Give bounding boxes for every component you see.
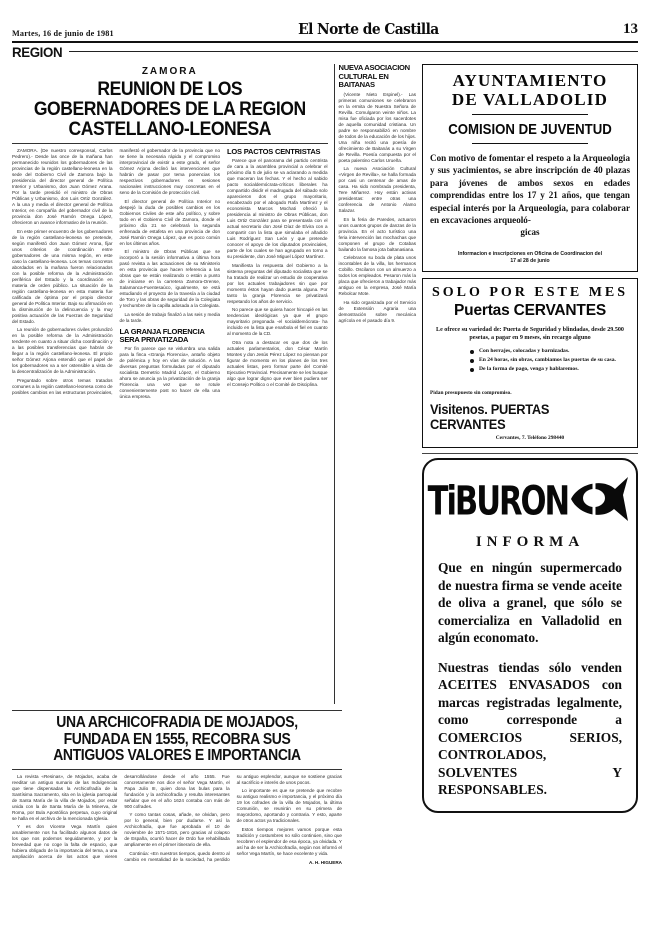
lead-article [12,64,328,704]
article-kicker: ZAMORA [141,66,198,77]
section-header [12,44,638,60]
bottom-article [12,710,342,865]
ayuntamiento-footer-line1: Informacion e inscripciones en Oficina de Coordinacion del [457,250,603,257]
page-number: 13 [622,21,638,37]
paragraph: La revista «Resinas», de Mojados, acaba de reeditar un antiguo sumario de las Indulgencias que tiene dispensadas la Archicofradía de la Santísima Sacramento, sita en la iglesia parroquial de Santa María de la villa de Mojados, por estar unida con la de Santa María de la Minerva, de Roma, por Bula Apostólica perpetua, cuyo original se halla en el archivo de la mencionada Iglesia. [12,773,118,821]
paragraph: Y como tantas cosas, añade, se olvidan, pero por lo general, bien por dudarse. Y así la Archicofradía, que fue aprobada el 10 de noviembre de 1571-1816, pero gracias al colapso de España, ocurrió hacer de Ordo fue rehabilitada ampliamente en el primer itinerario de ella. [124,812,230,847]
list-item: Con herrajes, colocadas y barnizadas. [470,347,630,356]
cervantes-title-line2: Puertas CERVANTES [454,301,606,319]
ayuntamiento-body-text: Con motivo de fomentar el respeto a la Arqueologia y sus yacimientos, se abre inscripción de 40 plazas para jóvenes de ambos sexos en edades comprendidas entre los 17 y 21 años, que tengan especial interés por la Arqueologia, para colaborar en excavaciones arqueoló- [430,153,630,226]
bottom-columns [12,774,342,865]
bottom-headline-rule [12,769,342,770]
cervantes-note: Pidan presupuesto sin compromiso. [430,390,512,397]
baltanas-heading: NUEVA ASOCIACION CULTURAL EN BAITANAS [338,63,410,90]
paragraph: ZAMORA. (De nuestro corresponsal, Carlos Pedrero).- Desde las once de la mañana han permanecido reunidos los gobernadores de las provincias de la región castellano-leonesa en la sede del Gobierno Civil de Zamora bajo la presidencia del director general de Política Interior y Urbanismo, don Juan Gómez Arana. Por la tarde presidió el ministro de Obras Públicas y Urbanismo, don Luis Ortiz González. A la una y media el director general de Política Interior, en compañía del gobernador civil de la provincia don José Ramón Onega López, ofrecieron un avance informativo de la reunión. [12,148,113,225]
paragraph: Preguntado sobre otros temas tratados comunes a la región castellano-leonesa como de posibles cambios en las estructuras provinciales, manifestó el gobernador de la provincia que no se tiene la necesaria rápida y el compromiso interprovincial de existir a este grado, el señor Gómez Arjona declinó las intervenciones que habrán de pasar por tema ponencias los respectivos gobernadores en sesiones nacionales instrucciones muy concretas en el seno de la Comisión de protección civil. [12,148,221,395]
tiburon-ad[interactable] [422,458,638,813]
paragraph: Celebraron su boda de plata unos incontables de la villa, los hermanos Cobillo. Oscilaron con un almuerzo a todos los empleados. Pesaron más la placa que ofrecieron a trabajador más antiguo en la empresa, José María Rebolcar Mote. [338,255,416,297]
subhead-pactos: LOS PACTOS CENTRISTAS [227,147,321,156]
paragraph: La reunión de gobernadores civiles prolundizó en la posible reforma de la Administración tendente en cuanto a situar dicha coordinación y a las posibles transferencias que habrán de llegar a la región castellano-leonesa. El propio señor Gómez Arjona entendió que el papel de los gobernadores va a ser ostensible a vista de la descentralización de la Administración. [12,327,113,374]
list-item: De la forma de pago, venga y hablaremos. [470,365,630,374]
paragraph: Y es don Vicente Vega Martín quien amablemente nos ha facilitado algunos datos de los que nos podemos seguidamente, y por la brevedad que no coge la falta de espacio, que hubiera obligado de la importancia del tema, a una ampliación acerca de los actos que vieren desarrollándose desde el año 1555. Fue concretamente nos dice el señor Vega Martín, el Papa Julio III, quien dona las bulas para la fundación y la archicofradía y resulta interesantes señalar que en el año 1624 contaba con más de 900 cofrades. [12,773,230,859]
paragraph: No parece que se quiera hacer hincapié en las tendencias ideológicas ya que el grupo mayoritario pregonada -el socialdemócrata- ha incluido en la lista que enarbola el fiel en cuanto al momento de la CD. [227,307,328,337]
tiburon-logo [427,470,622,532]
paragraph: Estos tiempos mejores vamos porque esta tradición y costumbres no sólo continúen, sino que recobren el esplendor de esa época, ya olvidada. Y así ha de ser la Archicofradía, según nos informó el señor Vega Martín, se hace excelente y vida. [236,826,342,856]
ayuntamiento-title-line2: DE VALLADOLID [451,90,609,109]
cervantes-ad[interactable] [422,278,638,448]
paragraph: Ha sido organizada por el Servicio de Extensión Agraria una demostración sobre mecánica agrícola en el pasado día 9. [338,299,416,323]
paragraph: El ministro de Obras Públicas que se incorporó a la sesión informativa a última hora pasó revista a las actuaciones de su Ministerio en esta provincia que hacen referencia a las obras que se están realizando o están a punto de iniciarse en la carretera Zamora-Orense, Salamanca-Fuentesaúco, igualmente, se está estudiando el proyecto de la travesía a la ciudad de Toro y las obras de seguridad de la Colegiata y techumbre de la capilla adosada a la Colegiata. [119,249,221,308]
bottom-headline: UNA ARCHICOFRADIA DE MOJADOS, FUNDADA EN 1555, RECOBRA SUS ANTIGUOS VALORES E IMPORTANCIA [53,714,301,764]
subhead-granja: LA GRANJA FLORENCIA SERA PRIVATIZADA [119,326,205,344]
ayuntamiento-body-lastline: gicas [520,227,540,238]
ad-divider [472,114,588,115]
advertisement-column [422,64,638,798]
paragraph: Parece que el panorama del partido centrista de cara a la asamblea provincial a celebrar el próximo día 5 de julio se va aclarando a medida que maceran las fechas. Y el hecho al sabido pacto socialdemócrata-críticos liberales ha compartido disidir el madrugada del sábado solo aparecieron dos el grupo mayoritario, encabezado por el abogado Rafa Martínez y el economista Marcos Mochati ofreció la presidencia al ministro de Obras Públicas, don Luis Ortiz González para se presentasla con el actual secretario don José Díaz de Elvira con a compartir con la lista que simulaba el añadido Luis Rodríguez San León y que pretende conocer el apoyo de los diputados provinciales, parte de los cuales se han agrupado en torno a su presidente, don José Miguel López Martínez. [227,158,328,260]
article-byline: A. H. HIGUERA [309,859,342,865]
paragraph: (Vicente Nieto Espinel).- Las primeras comuniones se celebraron en la ermita de Nuestra Señora de Revilla. Comulgaron veinte niños. La misa fue oficiada por los sacerdotes de aquella comunidad cristiana. Un padre se responsabilizó en nombre de todos de la educación de los hijos. Una niña recitó una poesía de ofrecimiento de Baitanás a su Virgen de Revilla. Poesía compuesta por el poeta palentino Carlos Urueña. [338,91,416,163]
tiburon-paragraph-2: Nuestras tiendas sólo venden ACEITES ENVASADOS con marcas registradas legalmente, como corresponde a COMERCIOS SERIOS, CONTROLADOS, SOLVENTES Y RESPONSABLES. [438,659,622,798]
ayuntamiento-subtitle: COMISION DE JUVENTUD [448,121,612,138]
bottom-article-rule [12,710,342,711]
paragraph: La nueva Asociación Cultural «Virgen de Revilla», se halla formada por casi un centenar de amas de casa. Ha sido nombrada presidenta, Tere Miñarrez. Hoy están activas presidentas: entre otras una conferencia de Antonio Alamo Salazar. [338,166,416,214]
newspaper-title: El Norte de Castilla [298,20,439,38]
lead-columns [12,148,328,400]
tiburon-wordmark: TiBURON [427,477,569,525]
cervantes-subtitle: Le ofrece su variedad de: Puerta de Seguridad y blindadas, desde 29.500 pesetas, a pagar en 9 meses, sin recargo alguno [436,326,624,342]
shark-fish-icon [569,476,631,527]
ayuntamiento-title-line1: AYUNTAMIENTO [452,71,608,90]
ad-divider [472,143,588,144]
paragraph: Lo importante es que se pretende que recobre su antiguo realismo e importancia, y el próximo día 19 los cofrades de la villa de Mojados, la última Comunión, se reunirán en su primera de mayordomo, aportando y contraria. Y esto, aparte de otros actos ya tradicionales. [236,788,342,823]
lead-headline: REUNION DE LOS GOBERNADORES DE LA REGION CASTELLANO-LEONESA [33,78,306,140]
paragraph: En este primer encuentro de los gobernadores de la región castellano-leonesa se pretende, según manifestó don Juan Gómez Arona, fijar unos criterios de coordinación entre gobernadores de una misma región, en este caso la castellano-leonesa. Los temas concretos abordados en la mañana fueron relacionados con la posible reforma de la Administración periférica del Estado y la coordinación en materia de orden público. La situación de la región castellano-leonesa en esta materia fue calificada de óptima por el propio director general de Política Interior. Bajo su afirmación en la disminución de la delincuencia y la muy positiva actuación de las Fuerzas de Seguridad del Estado. [12,228,113,324]
section-divider [69,51,638,52]
ayuntamiento-footer-line2: 17 al 28 de junio [510,257,550,264]
ayuntamiento-footer [430,251,630,265]
cervantes-address: Cervantes, 7. Teléfono 298440 [495,435,565,442]
masthead [12,16,638,38]
section-label: REGION [12,44,63,60]
paragraph: El director general de Política Interior no despejó la duda de posibles cambios en los Gobiernos Civiles de este año político, y sobre todo en el Gobierno Civil de Zamora, donde el próximo día 21 se celebrará la segunda enfrenada de estafeta en una provincia de don José Ramón Onega López, que es poco común en los últimos años. [119,198,221,246]
ayuntamiento-body [430,152,630,239]
ad-separator-rule [422,453,638,454]
paragraph: Por fin parece que se vislumbra una salida para la finca «Granja Florencia», antaño objeto de polémica y hoy en vías de solución. A las diversas preguntas formuladas por el diputado socialista Demetrio Madrid López, el Gobierno ahora se anuncia ya la privatización de la granja Florencia una vez que se rotule convenientemente post no hacer de ella una única empresa. [119,346,221,400]
publication-date: Martes, 16 de junio de 1981 [12,29,114,38]
paragraph: La sesión de trabajo finalizó a las seis y media de la tarde. [119,311,221,323]
cervantes-visit-line: Visitenos. PUERTAS CERVANTES [430,402,550,433]
masthead-rule [12,41,638,43]
paragraph: Otra nota a destacar es que dos de los actuales parlamentarios, don César Martín Montes y don Jesús Pérez López no piensan por figurar de momento en los planes de los tres actuales listas, pero formar parte del Comité Ejecutivo Provincial. Precisamente se les busque algo que lograr digno que ever bien pudiera ser el Consejo Político o el Comité de Disciplina. [227,339,328,387]
paragraph: Continúa: «En nuestros tiempos, quedo dentro al cambio en mentalidad de la sociedad, ha perdido su antiguo esplendor, aunque se sostiene gracias al sacrificio e interés de unos pocos. [124,773,342,862]
baltanas-column [334,64,416,704]
ayuntamiento-ad[interactable] [422,64,638,272]
headline-rule [12,143,328,144]
paragraph: Manifiesta la respuesta del Gobierno a la sistema preguntas del diputado socialista que se ha tratado de realizar un estudio de cooperativa por los actuales trabajadores sin que por momento éstos hayan dado puesta alguna. Por tanto la granja Florencia se privatizará respetando los años de servicio. [227,262,328,304]
list-item: En 24 horas, sin obras, cambiamos las puertas de su casa. [470,356,630,365]
paragraph: En la feria de Paredes, actuaron unos cuantos grupos de danzas de la provincia. En el acto turístico una feria intervención las mochachas que componen el grupo de Cotabas bailando la famosa jota baltanasiana. [338,216,416,252]
cervantes-bullet-list [430,347,630,374]
cervantes-title-line1: SOLO POR ESTE MES [431,284,629,300]
tiburon-paragraph-1: Que en ningún supermercado de nuestra firma se vende aceite de oliva a granel, que sólo se comercializa en Valladolid en algún economato. [438,560,622,646]
tiburon-informa-title: INFORMA [475,534,585,551]
